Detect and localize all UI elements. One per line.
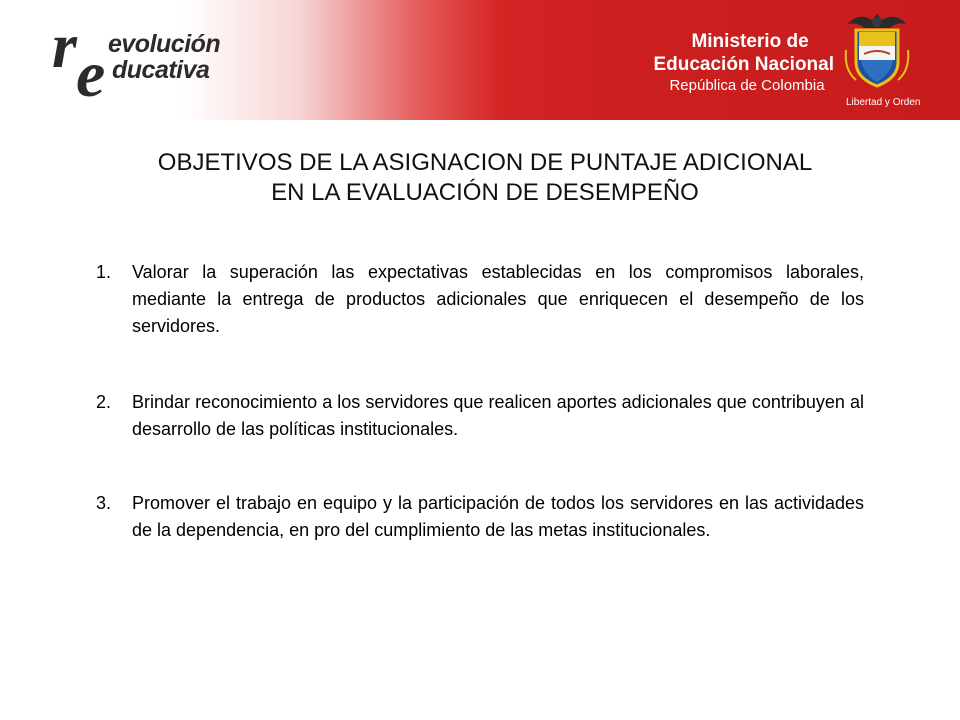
header-banner	[0, 0, 960, 120]
logo-initial-e: e	[76, 38, 106, 111]
item-text: Promover el trabajo en equipo y la participación de todos los servidores en las actividades de la dependencia, en pro del cumplimiento de las metas institucionales.	[132, 493, 864, 540]
title-line-2: EN LA EVALUACIÓN DE DESEMPEÑO	[271, 179, 699, 206]
ministry-line-1: Ministerio de	[691, 31, 809, 52]
title-line-1: OBJETIVOS DE LA ASIGNACION DE PUNTAJE ADICIONAL	[157, 149, 813, 176]
ministry-line-3: República de Colombia	[669, 77, 825, 94]
ministry-name	[653, 30, 834, 96]
list-item	[96, 259, 864, 340]
coat-of-arms-icon	[842, 10, 912, 90]
logo-word-evolucion: evolución	[108, 30, 221, 58]
item-text: Valorar la superación las expectativas establecidas en los compromisos laborales, mediante la entrega de productos adicionales que enriquecen el desempeño de los servidores.	[132, 262, 864, 336]
ministry-line-2: Educación Nacional	[653, 54, 834, 75]
item-number: 3.	[96, 493, 112, 513]
item-text: Brindar reconocimiento a los servidores que realicen aportes adicionales que contribuyen al desarrollo de las políticas institucionales.	[132, 392, 864, 439]
item-number: 1.	[96, 262, 112, 282]
item-number: 2.	[96, 392, 112, 412]
page-title	[60, 148, 910, 208]
list-item	[96, 389, 864, 443]
logo-initial-r: r	[52, 10, 77, 81]
seal-motto: Libertad y Orden	[846, 97, 921, 108]
logo-word-ducativa: ducativa	[112, 56, 210, 84]
revolucion-educativa-logo	[52, 10, 272, 111]
list-item	[96, 490, 864, 544]
